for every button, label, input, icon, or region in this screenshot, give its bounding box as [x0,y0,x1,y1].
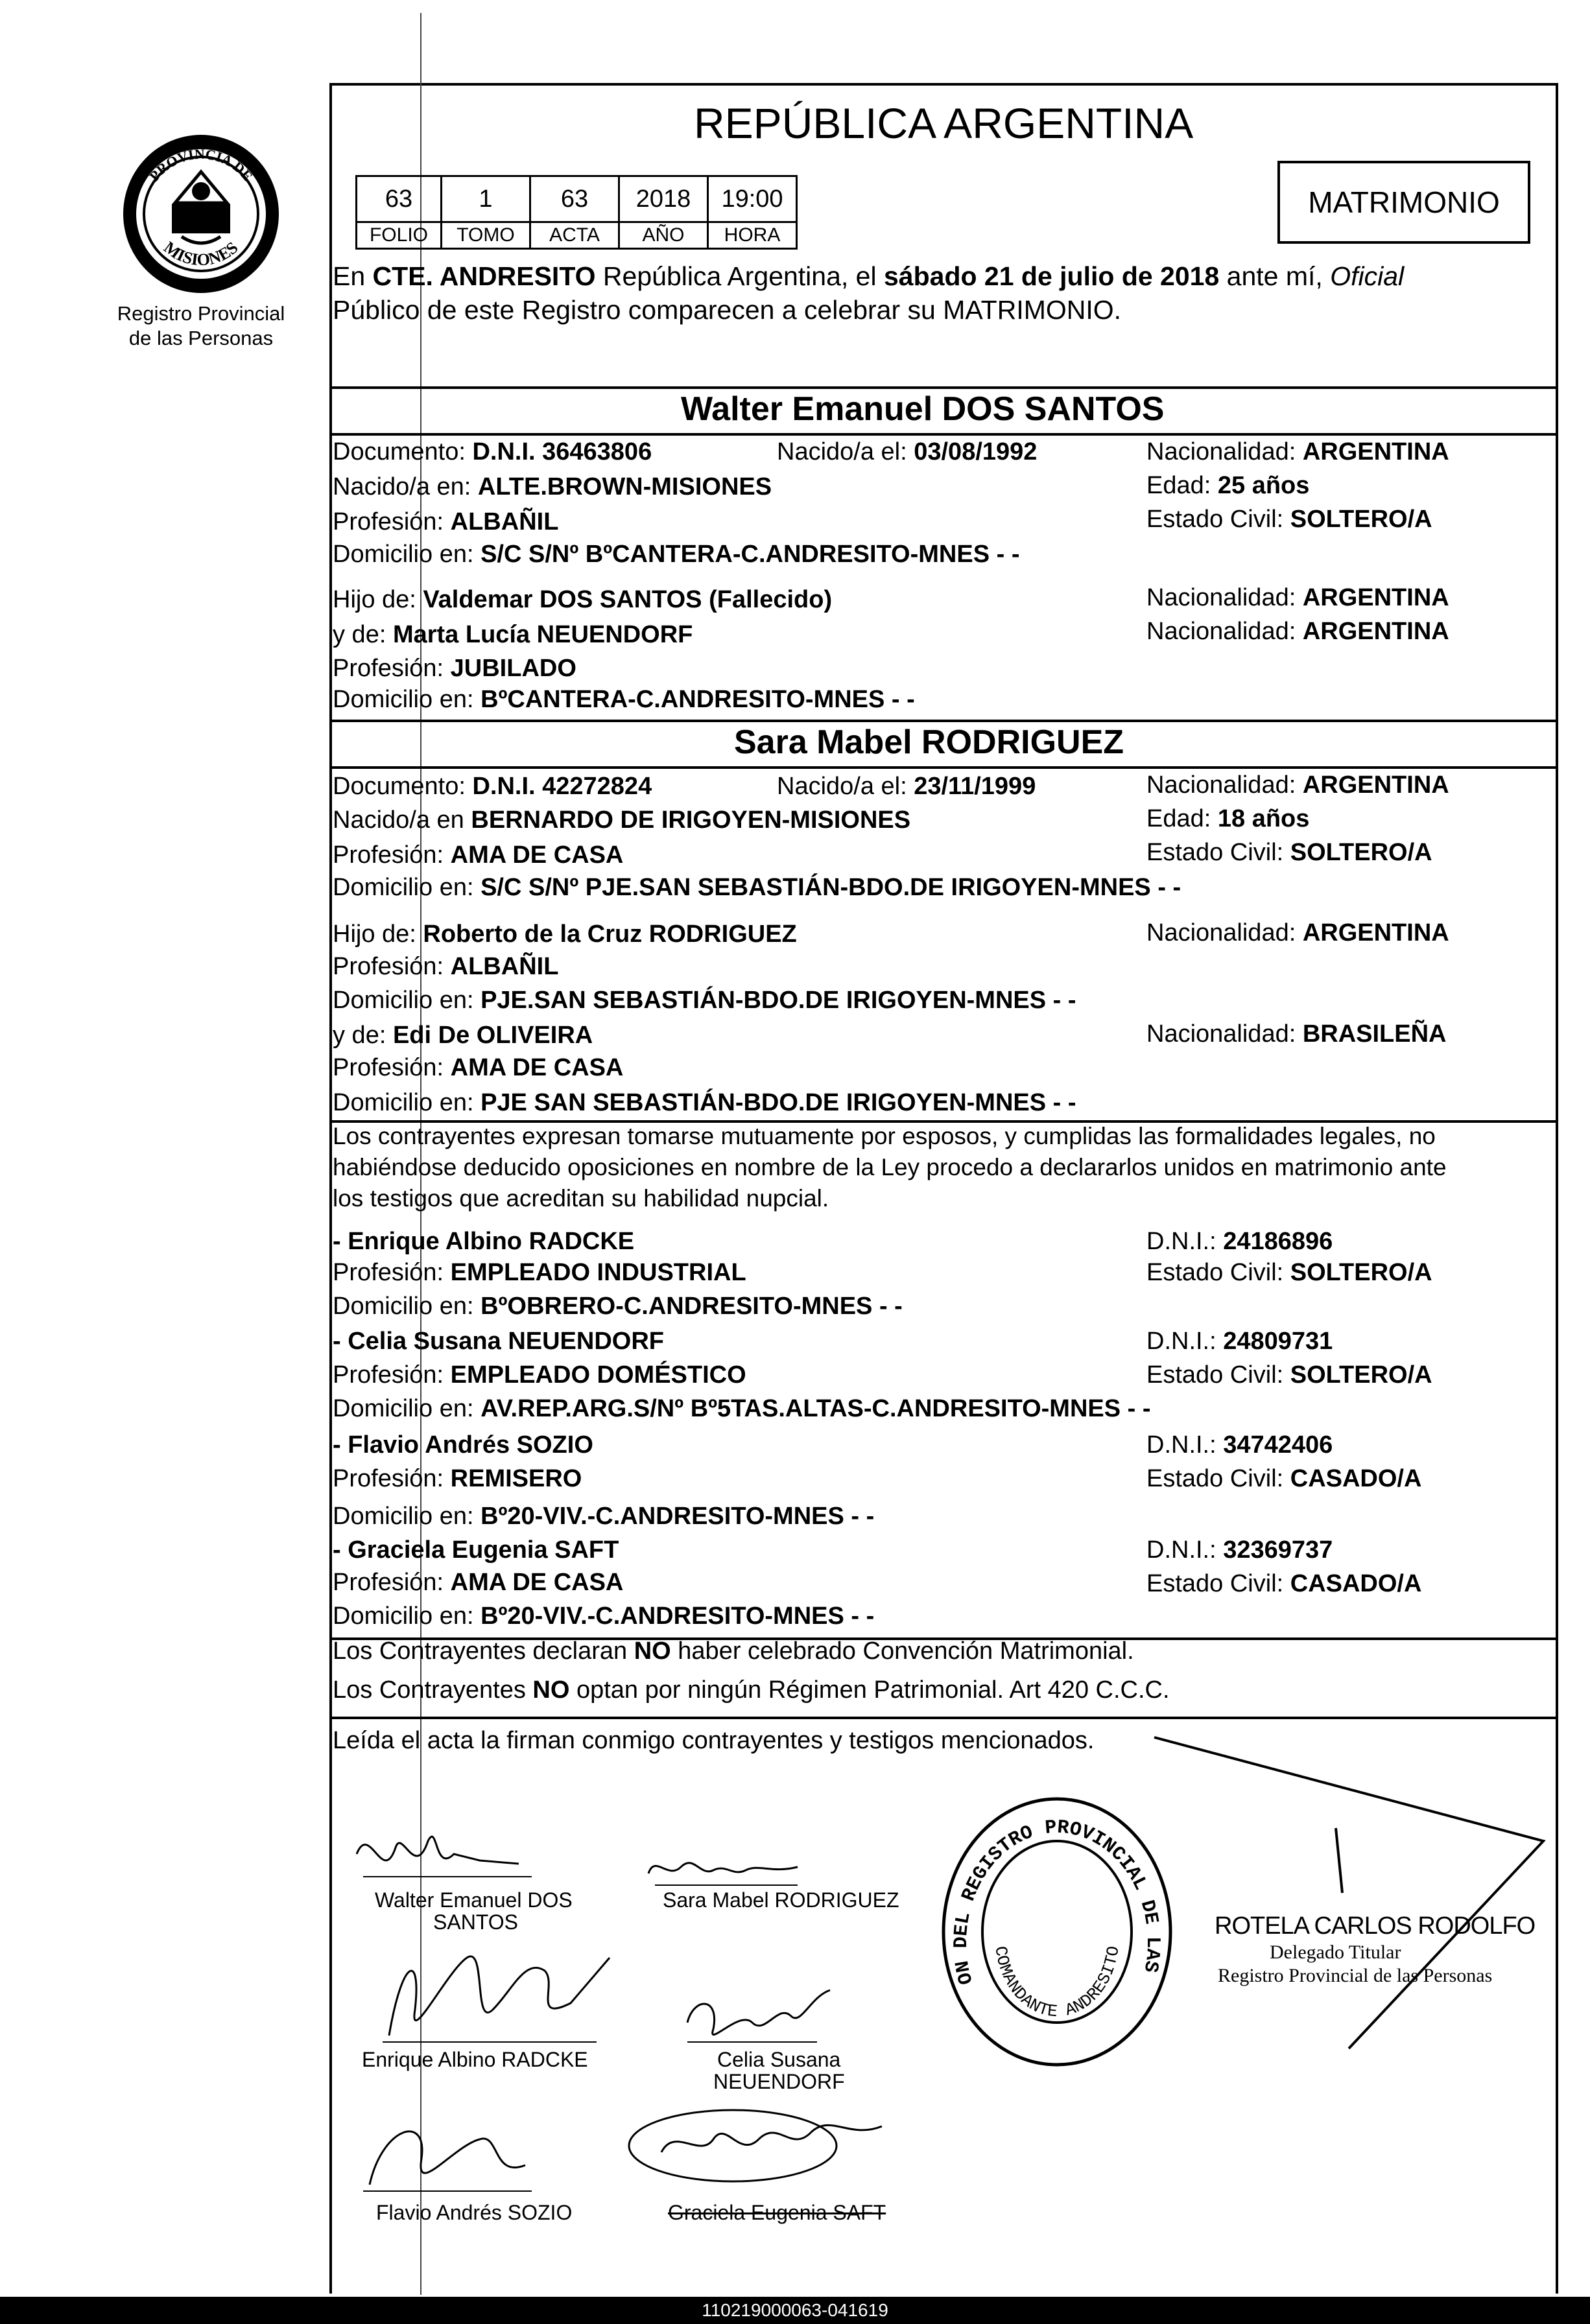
officer-signature [1154,1737,1556,2078]
bride-document [333,771,652,801]
field-value: Roberto de la Cruz RODRIGUEZ [423,921,797,948]
groom-mother-nationality [1146,616,1449,646]
field-value: 25 años [1217,472,1310,499]
field-value: AV.REP.ARG.S/Nº Bº5TAS.ALTAS-C.ANDRESITO-MNES - - [481,1395,1151,1422]
field-value: SOLTERO/A [1290,506,1432,533]
field-label: Nacido/a en: [333,473,478,500]
declaration-line-1: Los contrayentes expresan tomarse mutuamente por esposos, y cumplidas las formalidades legales, no [333,1123,1436,1149]
groom-age [1146,471,1309,500]
field-value: BRASILEÑA [1302,1020,1447,1048]
groom-nationality [1146,437,1449,467]
bride-birthplace [333,805,910,835]
bride-age [1146,804,1309,834]
folio-label: FOLIO [357,222,442,249]
field-value: PJE SAN SEBASTIÁN-BDO.DE IRIGOYEN-MNES - - [481,1089,1076,1116]
field-label: Nacido/a en [333,806,471,834]
groom-civil-status [1146,504,1432,534]
witness-2-name: - Celia Susana NEUENDORF [333,1328,664,1355]
intro-line-1 [333,261,1404,291]
bride-father-nationality [1146,918,1449,948]
convention-text: haber celebrado Convención Matrimonial. [670,1637,1134,1665]
witness-2-signature-label-line-1: Celia Susana [717,2048,841,2071]
bride-profession [333,840,623,870]
officer-office: Registro Provincial de las Personas [1218,1965,1493,1986]
bride-father [333,919,797,949]
document-code: 110219000063-041619 [702,2300,888,2320]
field-value: 23/11/1999 [914,773,1036,800]
field-value: JUBILADO [450,655,576,682]
convention-text: Los Contrayentes [333,1676,533,1704]
bride-mother-address [333,1088,1076,1118]
field-value: BºCANTERA-C.ANDRESITO-MNES - - [481,686,915,713]
field-value: D.N.I. 36463806 [472,438,652,465]
intro-line-2: Público de este Registro comparecen a celebrar su MATRIMONIO. [333,295,1122,325]
field-value: ALBAÑIL [450,953,559,980]
convention-text: optan por ningún Régimen Patrimonial. Art 420 C.C.C. [569,1676,1170,1704]
field-label: y de: [333,1022,393,1049]
witness-1-name: - Enrique Albino RADCKE [333,1228,635,1255]
svg-text:DELEGACION DEL REGISTRO PROVIN: ON DEL REGISTRO PROVINCIAL DE LAS [950,1816,1164,1987]
acta-value: 63 [530,176,619,222]
convention-no: NO [634,1637,671,1665]
section-divider [329,1717,1558,1719]
groom-father [333,585,832,615]
groom-birthdate [777,437,1037,467]
intro-place: CTE. ANDRESITO [372,261,596,291]
groom-profession [333,507,558,537]
field-label: Profesión: [333,1465,451,1492]
field-value: Edi De OLIVEIRA [392,1022,593,1049]
field-label: Estado Civil: [1146,1361,1290,1389]
witness-2-civil-status [1146,1360,1432,1390]
groom-name: Walter Emanuel DOS SANTOS [681,390,1165,428]
groom-address [333,539,1019,569]
field-value: BERNARDO DE IRIGOYEN-MISIONES [471,806,911,834]
field-label: Domicilio en: [333,541,481,568]
field-value: ARGENTINA [1302,618,1449,645]
field-label: Edad: [1146,805,1218,832]
field-value: 24186896 [1223,1228,1333,1255]
field-value: EMPLEADO DOMÉSTICO [450,1361,746,1389]
field-value: REMISERO [450,1465,582,1492]
witness-4-signature [623,2100,895,2201]
field-label: Profesión: [333,508,451,535]
intro-officer: Oficial [1330,261,1405,291]
groom-document [333,437,652,467]
field-label: Nacionalidad: [1146,438,1303,465]
hora-label: HORA [708,222,797,249]
field-label: Domicilio en: [333,1395,481,1422]
field-value: Bº20-VIV.-C.ANDRESITO-MNES - - [481,1503,875,1530]
witness-3-name: - Flavio Andrés SOZIO [333,1431,593,1459]
field-label: D.N.I.: [1146,1431,1224,1459]
anio-label: AÑO [619,222,708,249]
witness-2-profession [333,1360,746,1390]
field-value: S/C S/Nº BºCANTERA-C.ANDRESITO-MNES - - [481,541,1020,568]
field-value: SOLTERO/A [1290,1259,1432,1286]
witness-2-signature-label-line-2: NEUENDORF [713,2070,845,2093]
bride-mother [333,1020,593,1050]
bride-nationality [1146,770,1449,800]
witness-3-dni [1146,1430,1333,1460]
groom-signature [350,1815,545,1896]
witness-2-address [333,1394,1151,1424]
bride-father-address [333,985,1076,1015]
bride-name: Sara Mabel RODRIGUEZ [734,723,1124,761]
convention-line-1 [333,1636,1134,1666]
field-value: ARGENTINA [1302,584,1449,611]
field-label: y de: [333,621,393,648]
field-value: SOLTERO/A [1290,839,1432,866]
field-label: Nacionalidad: [1146,584,1303,611]
field-label: Estado Civil: [1146,1259,1290,1286]
bride-mother-nationality [1146,1019,1447,1049]
svg-text:COMANDANTE ANDRESITO: COMANDANTE ANDRESITO [990,1945,1124,2022]
official-stamp [934,1789,1180,2074]
field-value: AMA DE CASA [450,1054,624,1081]
field-label: Estado Civil: [1146,1570,1290,1597]
field-label: Hijo de: [333,921,423,948]
field-label: Profesión: [333,1259,451,1286]
field-label: Documento: [333,773,473,800]
field-label: Edad: [1146,472,1218,499]
field-label: Domicilio en: [333,987,481,1014]
witness-2-dni [1146,1326,1333,1356]
field-label: Profesión: [333,841,451,869]
officer-name: ROTELA CARLOS RODOLFO [1215,1912,1536,1940]
officer-title: Delegado Titular [1270,1942,1401,1963]
field-label: Profesión: [333,1361,451,1389]
field-label: Domicilio en: [333,874,481,901]
registry-name-line2: de las Personas [128,327,274,349]
anio-value: 2018 [619,176,708,222]
groom-birthplace [333,472,772,502]
witness-1-profession [333,1258,746,1287]
groom-parents-address [333,685,915,714]
field-label: Nacionalidad: [1146,919,1303,946]
field-value: PJE.SAN SEBASTIÁN-BDO.DE IRIGOYEN-MNES - - [481,987,1076,1014]
field-label: Profesión: [333,953,451,980]
field-label: Nacido/a el: [777,438,914,465]
field-value: S/C S/Nº PJE.SAN SEBASTIÁN-BDO.DE IRIGOYEN-MNES - - [481,874,1181,901]
field-label: Domicilio en: [333,686,481,713]
witness-4-civil-status [1146,1569,1421,1599]
document-code-bar [0,2297,1590,2324]
groom-signature-label: Walter Emanuel DOS [375,1888,573,1912]
witness-1-civil-status [1146,1258,1432,1287]
field-label: Profesión: [333,1569,451,1596]
svg-text:PROVINCIA DE: PROVINCIA DE [146,145,256,184]
field-label: D.N.I.: [1146,1228,1224,1255]
field-value: ALTE.BROWN-MISIONES [477,473,772,500]
field-value: Marta Lucía NEUENDORF [392,621,693,648]
intro-date: sábado 21 de julio de 2018 [884,261,1220,291]
field-value: AMA DE CASA [450,841,624,869]
field-label: Estado Civil: [1146,506,1290,533]
field-label: Profesión: [333,1054,451,1081]
field-label: Nacionalidad: [1146,618,1303,645]
field-label: Nacionalidad: [1146,1020,1303,1048]
field-label: Domicilio en: [333,1089,481,1116]
section-divider [329,433,1558,436]
registry-name [84,301,318,351]
groom-signature-label-line-2: SANTOS [433,1910,518,1934]
declaration-line-2: habiéndose deducido oposiciones en nombre de la Ley procedo a declararlos unidos en matrimonio ante [333,1154,1447,1180]
field-value: Bº20-VIV.-C.ANDRESITO-MNES - - [481,1602,875,1630]
field-value: EMPLEADO INDUSTRIAL [450,1259,746,1286]
witness-4-address [333,1601,874,1631]
witness-3-profession [333,1464,582,1494]
field-value: ALBAÑIL [450,508,559,535]
bride-address [333,873,1181,902]
field-value: 18 años [1217,805,1310,832]
bride-mother-profession [333,1053,623,1083]
convention-text: Los Contrayentes declaran [333,1637,634,1665]
tomo-value: 1 [442,176,530,222]
intro-text: En [333,261,373,291]
field-value: ARGENTINA [1302,771,1449,799]
field-value: 24809731 [1223,1328,1333,1355]
country-title: REPÚBLICA ARGENTINA [694,99,1194,147]
closing-statement: Leída el acta la firman conmigo contrayentes y testigos mencionados. [333,1727,1095,1754]
witness-1-dni [1146,1227,1333,1256]
field-label: Nacionalidad: [1146,771,1303,799]
field-value: D.N.I. 42272824 [472,773,652,800]
province-seal-logo [110,126,292,301]
field-value: 34742406 [1223,1431,1333,1459]
acta-label: ACTA [530,222,619,249]
svg-text:MISIONES: MISIONES [160,237,242,270]
bride-birthdate [777,771,1036,801]
document-type-box [1277,161,1530,244]
field-label: Domicilio en: [333,1293,481,1320]
bride-father-profession [333,952,558,981]
convention-no: NO [532,1676,570,1704]
field-value: CASADO/A [1290,1465,1422,1492]
field-value: ARGENTINA [1302,919,1449,946]
field-value: SOLTERO/A [1290,1361,1432,1389]
registry-name-line1: Registro Provincial [117,302,285,325]
field-value: CASADO/A [1290,1570,1422,1597]
field-label: Estado Civil: [1146,1465,1290,1492]
field-value: AMA DE CASA [450,1569,624,1596]
declaration-line-3: los testigos que acreditan su habilidad nupcial. [333,1185,829,1212]
witness-3-signature-label: Flavio Andrés SOZIO [376,2201,573,2224]
bride-signature-label: Sara Mabel RODRIGUEZ [663,1888,899,1912]
field-value: Valdemar DOS SANTOS (Fallecido) [423,586,833,613]
registration-data-table [355,175,798,250]
witness-1-address [333,1291,903,1321]
witness-4-profession [333,1567,623,1597]
witness-3-address [333,1501,874,1531]
witness-3-signature [350,2100,545,2207]
field-value: BºOBRERO-C.ANDRESITO-MNES - - [481,1293,903,1320]
intro-text: ante mí, [1219,261,1331,291]
section-divider [329,766,1558,769]
field-value: 03/08/1992 [914,438,1038,465]
intro-text: República Argentina, el [595,261,884,291]
hora-value: 19:00 [708,176,797,222]
tomo-label: TOMO [442,222,530,249]
witness-4-dni [1146,1535,1333,1565]
field-value: ARGENTINA [1302,438,1449,465]
document-type: MATRIMONIO [1308,185,1500,219]
field-label: Domicilio en: [333,1503,481,1530]
field-value: 32369737 [1223,1536,1333,1564]
field-label: Estado Civil: [1146,839,1290,866]
witness-4-signature-label: Graciela Eugenia SAFT [668,2201,886,2224]
field-label: D.N.I.: [1146,1328,1224,1355]
folio-value: 63 [357,176,442,222]
field-label: Documento: [333,438,473,465]
witness-1-signature-label: Enrique Albino RADCKE [362,2048,588,2071]
field-label: Profesión: [333,655,451,682]
groom-parents-profession [333,653,576,683]
groom-mother [333,620,693,650]
field-label: Domicilio en: [333,1602,481,1630]
groom-father-nationality [1146,583,1449,613]
field-label: D.N.I.: [1146,1536,1224,1564]
field-label: Hijo de: [333,586,423,613]
convention-line-2 [333,1675,1170,1705]
field-label: Nacido/a el: [777,773,914,800]
witness-1-signature [363,1932,623,2065]
bride-civil-status [1146,838,1432,867]
witness-4-name: - Graciela Eugenia SAFT [333,1536,619,1564]
witness-3-civil-status [1146,1464,1421,1494]
